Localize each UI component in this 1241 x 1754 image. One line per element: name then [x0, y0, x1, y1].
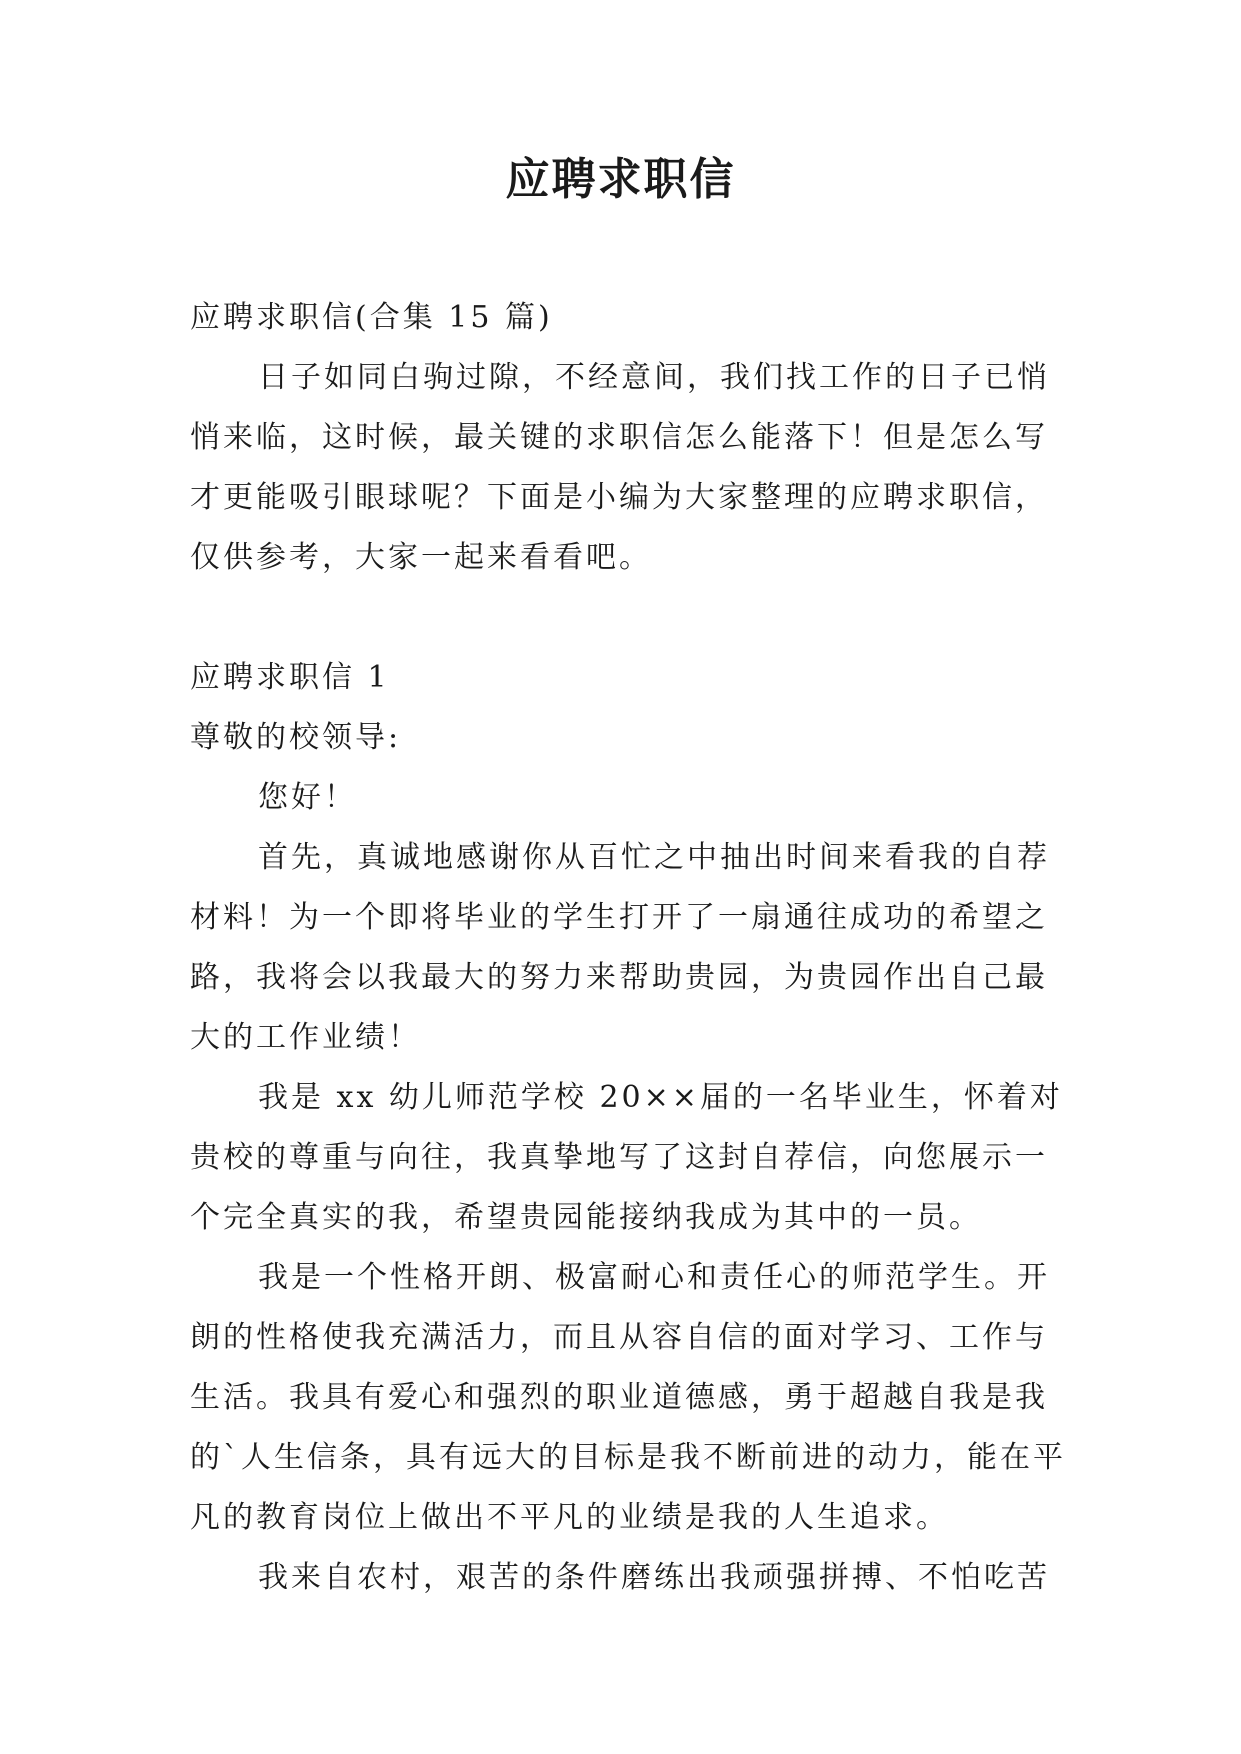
body-paragraph: 我是 xx 幼儿师范学校 20××届的一名毕业生，怀着对贵校的尊重与向往，我真挚地写了这封自荐信，向您展示一个完全真实的我，希望贵园能接纳我成为其中的一员。 [190, 1080, 1063, 1235]
greeting: 您好！ [258, 780, 357, 815]
document-subtitle: 应聘求职信(合集 15 篇) [190, 300, 553, 335]
paragraph-gap [190, 588, 1070, 648]
body-paragraph: 我是一个性格开朗、极富耐心和责任心的师范学生。开朗的性格使我充满活力，而且从容自信的面对学习、工作与生活。我具有爱心和强烈的职业道德感，勇于超越自我是我的`人生信条，具有远大的目标是我不断前进的动力，能在平凡的教育岗位上做出不平凡的业绩是我的人生追求。 [190, 1260, 1066, 1535]
salutation: 尊敬的校领导: [190, 720, 402, 755]
document-body [190, 288, 1070, 1608]
intro-paragraph: 日子如同白驹过隙，不经意间，我们找工作的日子已悄悄来临，这时候，最关键的求职信怎么能落下！但是怎么写才更能吸引眼球呢？下面是小编为大家整理的应聘求职信，仅供参考，大家一起来看看吧。 [190, 360, 1050, 575]
document-title: 应聘求职信 [505, 154, 736, 205]
body-paragraph: 我来自农村，艰苦的条件磨练出我顽强拼搏、不怕吃苦 [258, 1560, 1050, 1595]
body-paragraph: 首先，真诚地感谢你从百忙之中抽出时间来看我的自荐材料！为一个即将毕业的学生打开了一扇通往成功的希望之路，我将会以我最大的努力来帮助贵园，为贵园作出自己最大的工作业绩！ [190, 840, 1050, 1055]
section-heading: 应聘求职信 1 [190, 660, 390, 695]
